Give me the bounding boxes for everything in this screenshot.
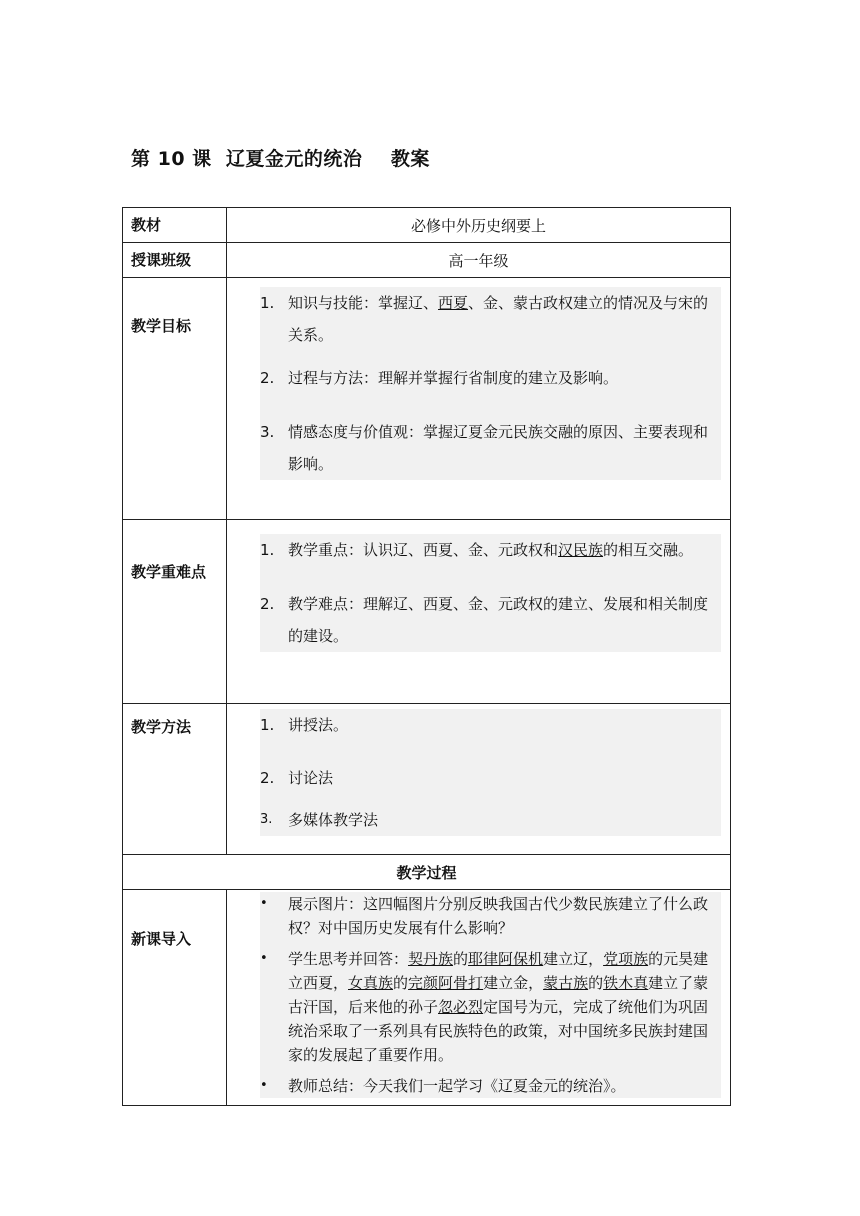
list-item [260,1074,721,1098]
text-part: 的 [588,974,604,992]
key-point-text-2: 教学难点：理解辽、西夏、金、元政权的建立、发展和相关制度的建设。 [288,595,709,645]
table-row-intro [123,890,731,1106]
list-item [260,709,721,741]
item-number: 1. [260,541,275,559]
methods-label: 教学方法 [123,704,227,855]
key-points-cell [227,520,731,704]
methods-cell [227,704,731,855]
page-title: 第 10 课 辽夏金元的统治 教案 [131,148,430,170]
underlined-term: 契丹族 [408,950,454,968]
item-number: 2. [260,595,275,613]
textbook-label: 教材 [123,208,227,243]
key-point-text-1 [288,541,693,559]
list-item [260,804,721,836]
table-row-textbook [123,208,731,243]
list-item [260,947,721,1067]
item-number: 3. [260,423,275,441]
underlined-term: 完颜阿骨打 [408,974,484,992]
table-row-methods [123,704,731,855]
underlined-term: 耶律阿保机 [468,950,544,968]
underlined-term: 女真族 [348,974,394,992]
table-row-grade [123,243,731,278]
list-item [260,892,721,940]
process-header: 教学过程 [123,855,731,890]
intro-list [260,892,721,1098]
table-row-process-header [123,855,731,890]
key-point-text-part: 教学重点：认识辽、西夏、金、元政权和 [288,541,559,559]
key-points-list [260,534,721,652]
text-part: 建立金， [483,974,544,992]
intro-text-3: 教师总结：今天我们一起学习《辽夏金元的统治》。 [288,1077,626,1095]
goal-text-part: 知识与技能：掌握辽、 [288,294,439,312]
goal-text-part: 、金、蒙古政权建立的情况及与宋的关系。 [288,294,709,344]
goals-label: 教学目标 [123,278,227,520]
intro-text-1: 展示图片：这四幅图片分别反映我国古代少数民族建立了什么政权？对中国历史发展有什么影响？ [288,895,709,937]
text-part: 建立辽， [543,950,604,968]
methods-list [260,709,721,836]
list-item [260,588,721,652]
key-points-label: 教学重难点 [123,520,227,704]
underlined-term: 铁木真 [603,974,649,992]
method-text-1: 讲授法。 [288,716,349,734]
method-text-3: 多媒体教学法 [288,811,379,829]
text-part: 定国号为元，完成了统他们为巩固统治采取了一系列具有民族特色的政策，对中国统多民族封建国家的发展起了重要作用。 [288,998,709,1064]
table-row-key-points [123,520,731,704]
item-number: 2. [260,769,275,787]
method-text-2: 讨论法 [288,769,334,787]
text-part: 的 [453,950,469,968]
item-number: 1. [260,294,275,312]
list-item [260,762,721,794]
grade-label: 授课班级 [123,243,227,278]
intro-text-2 [288,950,708,1064]
underlined-term: 蒙古族 [543,974,589,992]
text-part: 建立了蒙古汗国，后来他的孙子 [288,974,709,1016]
grade-value: 高一年级 [227,243,731,278]
underlined-term: 党项族 [603,950,649,968]
lesson-plan-table [122,207,731,1106]
list-item [260,287,721,351]
goal-text-2: 过程与方法：理解并掌握行省制度的建立及影响。 [288,369,619,387]
list-item [260,534,721,566]
key-point-text-part: 的相互交融。 [603,541,694,559]
goals-list [260,287,721,480]
goal-text-1 [288,294,708,344]
text-part: 学生思考并回答： [288,950,409,968]
item-number: 1. [260,716,275,734]
intro-cell [227,890,731,1106]
item-number: 2. [260,369,275,387]
intro-label: 新课导入 [123,890,227,1106]
text-part: 的 [393,974,409,992]
underlined-term: 汉民族 [558,541,604,559]
item-number: 3. [260,812,273,827]
list-item [260,416,721,480]
text-part: 的元昊建立西夏， [288,950,709,992]
underlined-term: 西夏 [438,294,469,312]
goals-cell [227,278,731,520]
underlined-term: 忽必烈 [438,998,484,1016]
table-row-goals [123,278,731,520]
list-item [260,362,721,394]
textbook-value: 必修中外历史纲要上 [227,208,731,243]
goal-text-3: 情感态度与价值观：掌握辽夏金元民族交融的原因、主要表现和影响。 [288,423,709,473]
